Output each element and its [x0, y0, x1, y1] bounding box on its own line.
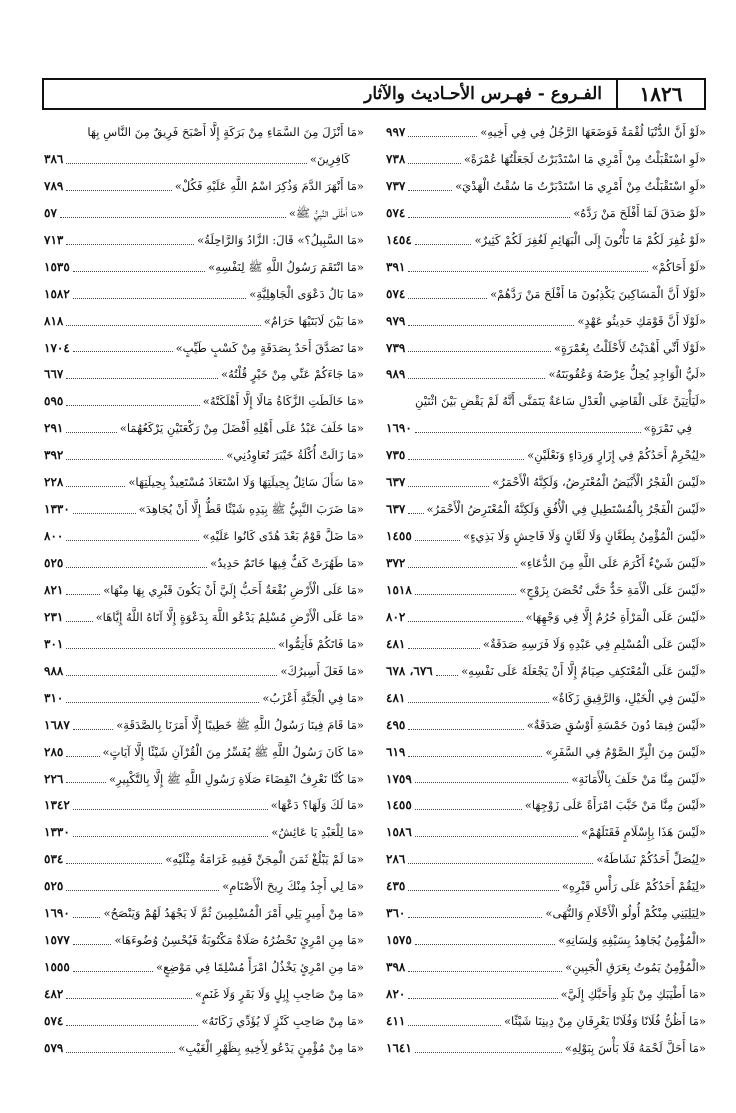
- index-entry: [44, 200, 364, 227]
- entry-page-number: ٢٨٥: [44, 744, 64, 759]
- leader-dots: [66, 432, 116, 433]
- index-entry: [44, 1035, 364, 1062]
- entry-text: «لَوْلَا أَنَّ الْمَسَاكِينَ يَكْذِبُونَ مَا أَفْلَحَ مَنْ رَدَّهُمْ»: [490, 286, 706, 301]
- index-entry: [44, 927, 364, 954]
- index-entry: [386, 846, 706, 873]
- leader-dots: [73, 971, 153, 972]
- page-header: [42, 78, 706, 110]
- leader-dots: [415, 1052, 562, 1053]
- index-entry: [386, 335, 706, 362]
- leader-dots: [415, 944, 555, 945]
- index-entry: [44, 792, 364, 819]
- entry-text: «مَا عَلَى الْأَرْضِ بُقْعَةٌ أَحَبُّ إِلَيَّ أَنْ يَكُونَ قَبْرِي بِهَا مِنْهَا»: [103, 582, 364, 597]
- leader-dots: [408, 756, 542, 757]
- entry-page-number: ٨٢١: [44, 582, 64, 597]
- entry-text: «مَا أَنْزَلَ مِنَ السَّمَاءِ مِنْ بَرَكَةٍ إِلَّا أَصْبَحَ فَرِيقٌ مِنَ النَّاسِ بِهَا: [87, 125, 364, 139]
- entry-page-number: ١٥١٨: [386, 582, 412, 597]
- index-entry: [386, 1035, 706, 1062]
- entry-page-number: ٩٨٩: [386, 367, 406, 382]
- leader-dots: [66, 648, 275, 649]
- index-entry: [44, 335, 364, 362]
- entry-text: «مَا قَامَ فِينَا رَسُولُ اللَّهِ ﷺ خَطِيبًا إِلَّا أَمَرَنَا بِالصَّدَقَةِ»: [116, 717, 364, 732]
- index-entry: [44, 604, 364, 631]
- leader-dots: [408, 136, 477, 137]
- leader-dots: [73, 809, 268, 810]
- leader-dots: [408, 325, 574, 326]
- leader-dots: [415, 836, 578, 837]
- entry-page-number: ٩٧٩: [386, 313, 406, 328]
- leader-dots: [408, 163, 460, 164]
- entry-text: «مَا زَالَتْ أُكْلَةُ خَيْبَرَ تُعَاوِدُنِي»: [226, 448, 364, 463]
- entry-text: «مَا أَظُنُّ فُلَانًا وَفُلَانًا يَعْرِفَانِ مِنْ دِينِنَا شَيْئًا»: [503, 1013, 706, 1028]
- entry-page-number: ٤٨١: [386, 690, 406, 705]
- entry-page-number: ٧٣٥: [386, 448, 406, 463]
- index-entry: [386, 308, 706, 335]
- leader-dots: [66, 621, 92, 622]
- index-entry: [44, 469, 364, 496]
- entry-text: «لِيَلِيَنِي مِنْكُمْ أُولُو الْأَحْلَامِ وَالنُّهَى»: [545, 906, 706, 921]
- entry-page-number: ٥٧: [44, 205, 57, 220]
- entry-page-number: ٩٩٧: [386, 125, 406, 139]
- index-entry: [386, 146, 706, 173]
- entry-text: «مَا مِنِ امْرِئٍ تَحْضُرُهُ صَلَاةٌ مَكْتُوبَةٌ فَيُحْسِنُ وُضُوءَهَا»: [114, 933, 364, 948]
- entry-page-number: ٧١٣: [44, 232, 64, 247]
- index-entry: [386, 766, 706, 793]
- entry-text: «لَيْسَ مِنَ الْبِرِّ الصَّوْمُ فِي السَّفَرِ»: [545, 744, 706, 759]
- entry-page-number: ٢٢٨: [44, 475, 64, 490]
- entry-page-number: ٥٧٤: [44, 1013, 64, 1028]
- leader-dots: [408, 298, 487, 299]
- leader-dots: [73, 351, 173, 352]
- index-entry: [386, 254, 706, 281]
- leader-dots: [73, 729, 113, 730]
- entry-text: «مَا مِنْ صَاحِبِ إِبِلٍ وَلَا بَقَرٍ وَلَا غَنَمٍ»: [194, 987, 364, 1001]
- entry-text: «لَيْسَ عَلَى الْأَمَةِ حَدٌّ حَتَّى تُحْصَنَ بِزَوْجٍ»: [519, 582, 706, 597]
- entry-page-number: ١٤٥٤: [386, 232, 412, 247]
- entry-text: «لَيَأْتِيَنَّ عَلَى الْقَاضِي الْعَدْلِ سَاعَةٌ يَتَمَنَّى أَنَّهُ لَمْ يَقْضِ بَيْنَ اثْنَيْنِ: [415, 394, 706, 409]
- index-entry: [44, 766, 364, 793]
- entry-page-number: ٢٣١: [44, 609, 64, 624]
- index-entry: [44, 739, 364, 766]
- index-column-left: [44, 119, 364, 1062]
- entry-page-number: ٦٣٧: [386, 475, 406, 490]
- entry-text: «مَا لِلْعَبْدِ يَا عَائِشُ»: [271, 825, 364, 840]
- leader-dots: [408, 729, 523, 730]
- entry-page-number: ٣٩٢: [44, 448, 64, 463]
- entry-text: فِي تَمْرَةٍ»: [643, 421, 692, 436]
- entry-text: «مَا مِنْ مُؤْمِنٍ يَدْعُو لِأَخِيهِ بِظَهْرِ الْغَيْبِ»: [178, 1040, 364, 1055]
- leader-dots: [66, 998, 192, 999]
- entry-text: «لَيْسَ مِنَّا مَنْ خَبَّبَ امْرَأَةً عَلَى زَوْجِهَا»: [524, 798, 706, 813]
- leader-dots: [73, 298, 246, 299]
- leader-dots: [66, 459, 223, 460]
- entry-text: «مَا أَنْهَرَ الدَّمَ وَذُكِرَ اسْمُ اللَّهِ عَلَيْهِ فَكُلْ»: [174, 178, 364, 193]
- entry-text: «مَا لَكَ وَلَهَا؟ دَعْهَا»: [270, 798, 364, 813]
- leader-dots: [66, 1025, 198, 1026]
- index-entry: [386, 496, 706, 523]
- entry-text: «لَوْ غُفِرَ لَكُمْ مَا تَأْتُونَ إِلَى الْبَهَائِمِ لَغُفِرَ لَكُمْ كَثِيرٌ»: [474, 232, 706, 247]
- entry-page-number: ٤٨١: [386, 636, 406, 651]
- entry-text: «لَيْسَ مِنَّا مَنْ حَلَفَ بِالْأَمَانَةِ»: [571, 771, 706, 786]
- leader-dots: [415, 782, 569, 783]
- leader-dots: [66, 782, 106, 783]
- index-entry: [44, 281, 364, 308]
- leader-dots: [408, 190, 452, 191]
- entry-page-number: ١٣٣٠: [44, 502, 70, 517]
- entry-text: «الْمُؤْمِنُ يُجَاهِدُ بِسَيْفِهِ وَلِسَانِهِ»: [558, 933, 706, 948]
- index-entry: [386, 415, 706, 442]
- entry-text: «مَا السَّبِيلُ؟» قَالَ: الزَّادُ وَالرَّاحِلَةُ»: [197, 232, 364, 247]
- entry-page-number: ٥٢٥: [44, 556, 64, 570]
- entry-text: «مَا كَانَ رَسُولُ اللَّهِ ﷺ يُفَسِّرُ مِنَ الْقُرْآنِ شَيْئًا إِلَّا آيَاتٍ»: [102, 744, 364, 759]
- entry-page-number: ٢٢٦: [44, 771, 64, 786]
- entry-text: «لَيْسَ الْمُؤْمِنُ بِطَعَّانٍ وَلَا لَعَّانٍ وَلَا فَاحِشٍ وَلَا بَذِيءٍ»: [462, 529, 706, 544]
- entry-text: «مَا مِنْ أَمِيرٍ يَلِي أَمْرَ الْمُسْلِمِينَ ثُمَّ لَا يَجْهَدُ لَهُمْ وَيَنْصَحُ»: [103, 906, 364, 921]
- index-entry: [44, 631, 364, 658]
- index-entry: [386, 658, 706, 685]
- entry-page-number: ٤٨٢: [44, 987, 64, 1001]
- entry-page-number: ٧٨٩: [44, 178, 64, 193]
- entry-text: «لَيْسَ شَيْءٌ أَكْرَمَ عَلَى اللَّهِ مِنَ الدُّعَاءِ»: [519, 556, 706, 570]
- index-entry: [44, 900, 364, 927]
- entry-page-number: ١٦٩٠: [44, 906, 70, 921]
- index-entry: [44, 846, 364, 873]
- index-entry: [44, 1008, 364, 1035]
- entry-page-number: ٣٩١: [386, 259, 406, 274]
- index-entry: [386, 523, 706, 550]
- entry-page-number: ١٥٣٥: [44, 259, 70, 274]
- index-entry: [44, 173, 364, 200]
- index-entry: [44, 685, 364, 712]
- index-entry: [44, 119, 364, 146]
- leader-dots: [408, 378, 545, 379]
- entry-page-number: ١٥٧٧: [44, 933, 70, 948]
- entry-text: كَافِرِينَ»: [309, 151, 350, 166]
- entry-text: «مَا خَالَطَتِ الزَّكَاةُ مَالًا إِلَّا أَهْلَكَتْهُ»: [202, 394, 364, 409]
- entry-text: «مَا أَحَلَّ لَحْمَهُ فَلَا بَأْسَ بِبَوْلِهِ»: [564, 1040, 706, 1055]
- index-entry: [386, 119, 706, 146]
- entry-page-number: ١٦٤١: [386, 1040, 412, 1055]
- index-entry: [386, 604, 706, 631]
- entry-text: «لَوْلَا أَنِّي أَهْدَيْتُ لَأَحْلَلْتُ بِعُمْرَةٍ»: [553, 340, 706, 355]
- entry-page-number: ٥٣٤: [44, 852, 64, 867]
- leader-dots: [408, 513, 423, 514]
- entry-page-number: ٥٩٥: [44, 394, 64, 409]
- index-entry: [386, 227, 706, 254]
- entry-text: «لِيُحْرِمْ أَحَدُكُمْ فِي إِزَارٍ وَرِدَاءٍ وَنَعْلَيْنِ»: [527, 448, 706, 463]
- entry-text: «مَا بَالُ دَعْوَى الْجَاهِلِيَّةِ»: [249, 286, 364, 301]
- index-entry: [44, 954, 364, 981]
- index-entry: [386, 550, 706, 577]
- index-entry: [44, 577, 364, 604]
- index-entry: [44, 388, 364, 415]
- entry-page-number: ٥٧٩: [44, 1040, 64, 1055]
- index-entry: [386, 361, 706, 388]
- entry-text: «لَيْسَ هَذَا بِإِسْلَامٍ فَقَتَلَهُمْ»: [581, 825, 706, 840]
- entry-text: «مَا أَطْيَبَكِ مِنْ بَلَدٍ وَأَحَبَّكِ إِلَيَّ»: [560, 987, 706, 1001]
- entry-page-number: ٥٧٤: [386, 286, 406, 301]
- index-entry: [44, 227, 364, 254]
- entry-page-number: ٧٣٧: [386, 178, 406, 193]
- index-entry: [386, 819, 706, 846]
- leader-dots: [66, 378, 218, 379]
- leader-dots: [408, 1025, 501, 1026]
- entry-text: «لَيُّ الْوَاجِدِ يُحِلُّ عِرْضَهُ وَعُقُوبَتَهُ»: [548, 367, 706, 382]
- entry-page-number: ٨٢٠: [386, 987, 406, 1001]
- index-entry: [386, 792, 706, 819]
- entry-text: «لَيْسَ عَلَى الْمُسْلِمِ فِي عَبْدِهِ وَلَا فَرَسِهِ صَدَقَةٌ»: [482, 636, 706, 651]
- entry-page-number: ٤٩٥: [386, 717, 406, 732]
- entry-text: «لَوْلَا أَنَّ قَوْمَكِ حَدِيثُو عَهْدٍ»: [577, 313, 706, 328]
- entry-page-number: ٦٦٧: [44, 367, 64, 382]
- entry-page-number: ١٤٥٥: [386, 529, 412, 544]
- index-entry: [386, 631, 706, 658]
- entry-page-number: ٤٣٥: [386, 879, 406, 894]
- entry-text: «مَا فَعَلَ أَسِيرُكَ»: [280, 663, 364, 678]
- index-entry: [44, 658, 364, 685]
- entry-text: «لَوْ صَدَقَ لَمَا أَفْلَحَ مَنْ رَدَّهُ»: [573, 205, 706, 220]
- entry-page-number: ٣٩٨: [386, 960, 406, 975]
- entry-page-number: ١٣٤٢: [44, 798, 70, 813]
- leader-dots: [66, 863, 162, 864]
- index-entry: [386, 739, 706, 766]
- index-entry: [386, 900, 706, 927]
- entry-page-number: ٥٧٤: [386, 205, 406, 220]
- leader-dots: [415, 594, 517, 595]
- index-entry: [44, 254, 364, 281]
- leader-dots: [73, 513, 136, 514]
- leader-dots: [66, 540, 199, 541]
- index-entry: [386, 469, 706, 496]
- leader-dots: [408, 351, 551, 352]
- entry-page-number: ١٦٨٧: [44, 717, 70, 732]
- leader-dots: [66, 1052, 175, 1053]
- index-entry: [386, 927, 706, 954]
- index-entry: [386, 685, 706, 712]
- entry-text: «مَا تَصَدَّقَ أَحَدٌ بِصَدَقَةٍ مِنْ كَسْبٍ طَيِّبٍ»: [175, 340, 364, 355]
- leader-dots: [408, 890, 559, 891]
- entry-text: «لَيْسَ عَلَى الْمُعْتَكِفِ صِيَامٌ إِلَّا أَنْ يَجْعَلَهُ عَلَى نَفْسِهِ»: [461, 663, 706, 678]
- entry-text: «مَا ضَرَبَ النَّبِيُّ ﷺ بِيَدِهِ شَيْئًا قَطُّ إِلَّا أَنْ يُجَاهِدَ»: [138, 502, 364, 517]
- entry-text: «مَا لِي أَجِدُ مِنْكَ رِيحَ الْأَصْنَامِ»: [222, 879, 364, 894]
- entry-text: «الْمُؤْمِنُ يَمُوتُ بِعَرَقِ الْجَبِينِ»: [565, 960, 706, 975]
- entry-text: «مَا فَاتَكُمْ فَأَتِمُّوا»: [278, 636, 364, 651]
- entry-text: «مَا ضَلَّ قَوْمٌ بَعْدَ هُدًى كَانُوا عَلَيْهِ»: [202, 529, 364, 544]
- entry-text: «مَا لَمْ يَبْلُغْ ثَمَنَ الْمِجَنِّ فَفِيهِ غَرَامَةُ مِثْلَيْهِ»: [165, 852, 364, 867]
- entry-text: «لَوْ أَحَاكُمْ»: [651, 259, 706, 274]
- entry-text: «لِيَقُمْ أَحَدُكُمْ عَلَى رَأْسِ قَبْرِهِ»: [561, 879, 706, 894]
- leader-dots: [408, 917, 542, 918]
- index-entry: [44, 712, 364, 739]
- entry-page-number: ١٥٧٥: [386, 933, 412, 948]
- index-entry: [386, 173, 706, 200]
- leader-dots: [408, 702, 548, 703]
- leader-dots: [66, 702, 259, 703]
- entry-page-number: ٧٣٨: [386, 151, 406, 166]
- index-entry: [386, 712, 706, 739]
- entry-page-number: ١٧٠٤: [44, 340, 70, 355]
- page-title: الفـروع - فهـرس الأحـاديث والآثار: [364, 84, 602, 104]
- entry-page-number: ٣٠١: [44, 636, 64, 651]
- leader-dots: [66, 486, 125, 487]
- entry-page-number: ٣٨٦: [44, 151, 64, 166]
- entry-page-number: ٢٨٦: [386, 852, 406, 867]
- index-entry: [44, 873, 364, 900]
- entry-text: «مَا طَهُرَتْ كَفٌّ فِيهَا خَاتَمٌ حَدِيدٌ»: [210, 556, 364, 570]
- entry-text: «لَيْسَ الْفَجْرُ الْأَبْيَضُ الْمُعْتَرِضُ، وَلَكِنَّهُ الْأَحْمَرُ»: [492, 475, 706, 490]
- leader-dots: [408, 459, 524, 460]
- leader-dots: [66, 163, 307, 164]
- leader-dots: [66, 567, 207, 568]
- entry-page-number: ١٥٥٥: [44, 960, 70, 975]
- leader-dots: [66, 890, 219, 891]
- index-entry: [44, 523, 364, 550]
- index-entry: [44, 146, 364, 173]
- page-number: ١٨٢٦: [616, 80, 704, 108]
- entry-text: «لَوِ اسْتَقْبَلْتُ مِنْ أَمْرِي مَا اسْتَدْبَرْتُ مَا سُقْتُ الْهَدْيَ»: [455, 178, 706, 193]
- entry-page-number: ٦٧٦، ٦٧٨: [386, 663, 433, 678]
- entry-page-number: ١٤٥٥: [386, 798, 412, 813]
- entry-text: «مَا مِنْ صَاحِبِ كَنْزٍ لَا يُؤَدِّي زَكَاتَهُ»: [201, 1013, 364, 1028]
- leader-dots: [408, 998, 557, 999]
- index-entry: [386, 281, 706, 308]
- leader-dots: [60, 217, 286, 218]
- leader-dots: [415, 244, 472, 245]
- leader-dots: [415, 432, 641, 433]
- entry-text: «مَا بَيْنَ لَابَتَيْهَا حَرَامٌ»: [263, 313, 364, 328]
- leader-dots: [408, 648, 480, 649]
- leader-dots: [66, 244, 194, 245]
- index-entry: [386, 388, 706, 415]
- entry-text: «مَا جَاءَكُمْ عَنِّي مِنْ خَيْرٍ قُلْتُهُ»: [220, 367, 364, 382]
- index-entry: [44, 415, 364, 442]
- index-entry: [44, 496, 364, 523]
- entry-page-number: ٥٢٥: [44, 879, 64, 894]
- index-entry: [44, 981, 364, 1008]
- entry-page-number: ٨٠٠: [44, 529, 64, 544]
- leader-dots: [66, 405, 199, 406]
- entry-page-number: ٦٣٧: [386, 502, 406, 517]
- entry-text: «لَوْ أَنَّ الدُّنْيَا لُقْمَةٌ فَوَضَعَهَا الرَّجُلُ فِي فِي أَخِيهِ»: [480, 125, 706, 139]
- entry-page-number: ٩٨٨: [44, 663, 64, 678]
- leader-dots: [408, 567, 516, 568]
- entry-page-number: ٦١٩: [386, 744, 406, 759]
- entry-text: «لَيْسَ عَلَى الْمَرْأَةِ حُرُمٌ إِلَّا فِي وَجْهِهَا»: [525, 609, 706, 624]
- leader-dots: [408, 271, 648, 272]
- leader-dots: [408, 863, 593, 864]
- index-entry: [44, 819, 364, 846]
- leader-dots: [408, 486, 489, 487]
- leader-dots: [436, 675, 458, 676]
- entry-page-number: ٣١٠: [44, 690, 64, 705]
- entry-text: «لَيْسَ الْفَجْرُ بِالْمُسْتَطِيلِ فِي الْأُفُقِ وَلَكِنَّهُ الْمُعْتَرِضُ الْأَحْمَرُ»: [426, 502, 706, 517]
- leader-dots: [73, 836, 268, 837]
- index-entry: [44, 550, 364, 577]
- entry-text: «لِيُصَلِّ أَحَدُكُمْ نَشَاطَهُ»: [596, 852, 706, 867]
- entry-text: «مَا كُنَّا نَعْرِفُ انْقِضَاءَ صَلَاةِ رَسُولِ اللَّهِ ﷺ إِلَّا بِالتَّكْبِيرِ»: [108, 771, 364, 786]
- entry-page-number: ١٧٥٩: [386, 771, 412, 786]
- index-entry: [44, 361, 364, 388]
- leader-dots: [415, 809, 522, 810]
- entry-page-number: ٢٩١: [44, 421, 64, 436]
- leader-dots: [66, 756, 99, 757]
- leader-dots: [66, 325, 260, 326]
- leader-dots: [415, 540, 460, 541]
- entry-page-number: ١٥٨٦: [386, 825, 412, 840]
- leader-dots: [408, 217, 570, 218]
- entry-text: «مَا انْتَقَمَ رَسُولُ اللَّهِ ﷺ لِنَفْسِهِ»: [208, 259, 364, 274]
- entry-text: «مَا عَلَى الْأَرْضِ مُسْلِمٌ يَدْعُو اللَّهَ بِدَعْوَةٍ إِلَّا آتَاهُ اللَّهُ إِيَّاهَا»: [95, 609, 364, 624]
- entry-text: «مَا مِنِ امْرِئٍ يَخْذُلُ امْرَأً مُسْلِمًا فِي مَوْضِعٍ»: [156, 960, 364, 975]
- index-entry: [44, 442, 364, 469]
- index-entry: [386, 200, 706, 227]
- leader-dots: [408, 971, 562, 972]
- entry-page-number: ٨١٨: [44, 313, 64, 328]
- entry-page-number: ٧٣٩: [386, 340, 406, 355]
- entry-page-number: ١٥٨٢: [44, 286, 70, 301]
- index-entry: [386, 873, 706, 900]
- index-entry: [386, 1008, 706, 1035]
- entry-page-number: ١٦٩٠: [386, 421, 412, 436]
- entry-text: «مَا فِي الْجَنَّةِ أَعْزَبُ»: [262, 690, 364, 705]
- index-entry: [44, 308, 364, 335]
- leader-dots: [73, 944, 112, 945]
- index-entry: [386, 981, 706, 1008]
- leader-dots: [66, 190, 171, 191]
- leader-dots: [73, 917, 101, 918]
- index-entry: [386, 954, 706, 981]
- entry-page-number: ٤١١: [386, 1013, 406, 1028]
- index-column-right: [386, 119, 706, 1062]
- leader-dots: [66, 675, 277, 676]
- entry-page-number: ٨٠٢: [386, 609, 406, 624]
- entry-text: «مَا سَأَلَ سَائِلٌ بِحِيلَتِهَا وَلَا اسْتَعَاذَ مُسْتَعِيذٌ بِحِيلَتِهَا»: [128, 475, 364, 490]
- leader-dots: [408, 621, 522, 622]
- index-entry: [386, 577, 706, 604]
- entry-page-number: ٣٦٠: [386, 906, 406, 921]
- leader-dots: [73, 271, 205, 272]
- entry-text: «مَا أَطْلَى النَّبِيُّ ﷺ»: [288, 205, 364, 220]
- entry-text: «لَيْسَ فِيمَا دُونَ خَمْسَةِ أَوْسُقٍ صَدَقَةٌ»: [526, 717, 706, 732]
- entry-page-number: ١٣٣٠: [44, 825, 70, 840]
- entry-page-number: ٣٧٢: [386, 556, 406, 570]
- entry-text: «مَا خَلَفَ عَبْدٌ عَلَى أَهْلِهِ أَفْضَلَ مِنْ رَكْعَتَيْنِ يَرْكَعُهُمَا»: [119, 421, 364, 436]
- entry-text: «لَيْسَ فِي الْخَيْلِ، وَالرَّقِيقِ زَكَاةٌ»: [551, 690, 706, 705]
- leader-dots: [66, 594, 100, 595]
- index-entry: [386, 442, 706, 469]
- entry-text: «لَوِ اسْتَقْبَلْتُ مِنْ أَمْرِي مَا اسْتَدْبَرْتُ لَجَعَلْتُهَا عُمْرَةً»: [463, 151, 706, 166]
